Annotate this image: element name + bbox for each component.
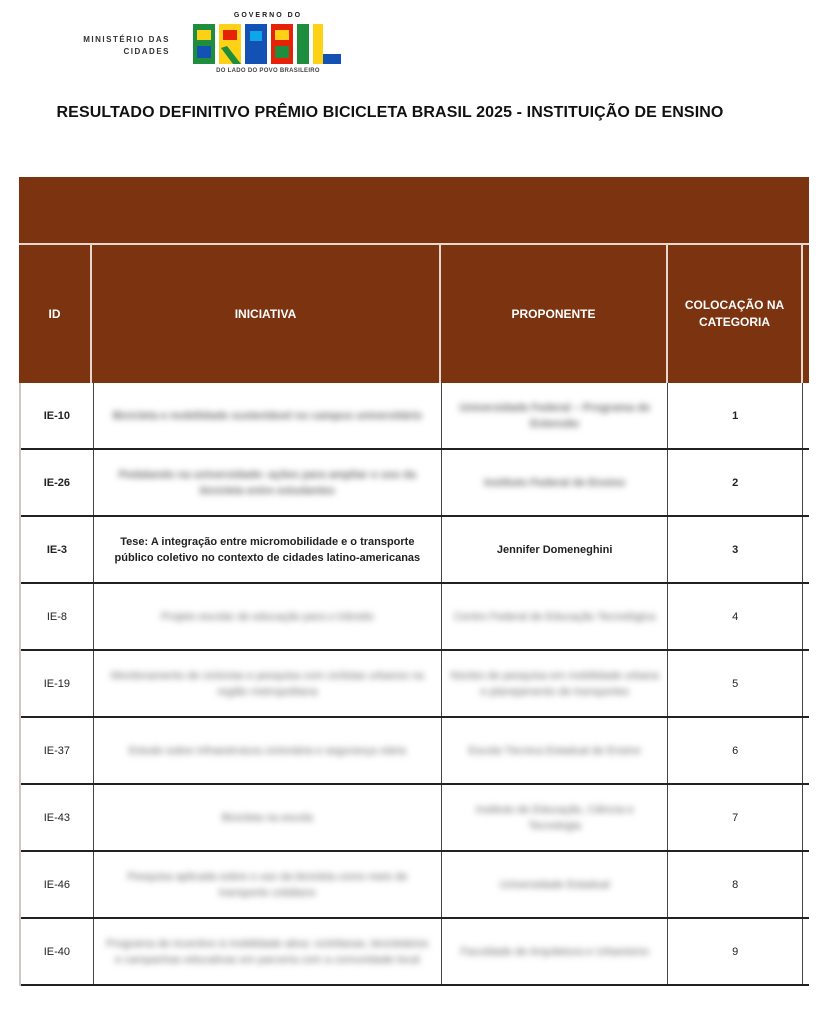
cell-extra [803,584,809,649]
cell-proponente [442,919,668,984]
cell-iniciativa [94,383,442,448]
cell-proponente-text: Universidade Estadual [499,878,610,891]
cell-proponente [442,584,668,649]
gov-slogan: DO LADO DO POVO BRASILEIRO [216,68,320,74]
cell-iniciativa-text: Pedalando na universidade: ações para ampliar o uso da bicicleta entre estudantes [118,468,416,497]
cell-iniciativa-text: Estudo sobre infraestrutura cicloviária e segurança viária [128,744,406,757]
table-row [21,383,809,450]
cell-iniciativa [94,785,442,850]
cell-iniciativa [94,718,442,783]
cell-id: IE-26 [21,450,94,515]
cell-id: IE-10 [21,383,94,448]
cell-colocacao: 8 [668,852,803,917]
page-title: RESULTADO DEFINITIVO PRÊMIO BICICLETA BRASIL 2025 - INSTITUIÇÃO DE ENSINO [56,104,724,121]
cell-proponente [442,651,668,716]
cell-proponente-text: Instituto Federal de Ensino [484,476,626,489]
cell-iniciativa [94,517,442,582]
cell-id: IE-46 [21,852,94,917]
table-header-row [19,243,809,383]
header-colocacao: COLOCAÇÃO NA CATEGORIA [668,245,803,383]
cell-proponente [442,852,668,917]
ministry-line2: CIDADES [123,47,170,56]
cell-colocacao: 5 [668,651,803,716]
cell-iniciativa [94,651,442,716]
table-row [21,651,809,718]
cell-iniciativa-text: Pesquisa aplicada sobre o uso da bicicleta como meio de transporte cotidiano [127,870,408,899]
header-proponente: PROPONENTE [441,245,668,383]
cell-colocacao: 9 [668,919,803,984]
cell-extra [803,383,809,448]
cell-colocacao: 6 [668,718,803,783]
cell-iniciativa-text: Bicicleta e mobilidade sustentável no campus universitário [112,409,423,422]
cell-extra [803,718,809,783]
cell-extra [803,450,809,515]
table-row [21,852,809,919]
table-row [21,785,809,852]
cell-colocacao: 7 [668,785,803,850]
table-row [21,919,809,986]
cell-proponente-text: Centro Federal de Educação Tecnológica [453,610,656,623]
cell-id: IE-40 [21,919,94,984]
table-body [19,383,809,986]
cell-extra [803,785,809,850]
cell-proponente-text: Faculdade de Arquitetura e Urbanismo [460,945,649,958]
table-row [21,450,809,517]
cell-proponente [442,718,668,783]
cell-iniciativa [94,852,442,917]
cell-id: IE-43 [21,785,94,850]
governo-brasil-logo [193,12,343,80]
cell-id: IE-37 [21,718,94,783]
cell-id: IE-8 [21,584,94,649]
cell-iniciativa [94,584,442,649]
cell-iniciativa [94,919,442,984]
cell-iniciativa [94,450,442,515]
cell-extra [803,517,809,582]
cell-extra [803,852,809,917]
cell-iniciativa-text: Tese: A integração entre micromobilidade e o transporte público coletivo no contexto de cidades latino-americanas [114,535,421,564]
table-row [21,584,809,651]
cell-colocacao: 4 [668,584,803,649]
cell-colocacao: 1 [668,383,803,448]
header-extra-column [803,245,809,383]
ministry-line1: MINISTÉRIO DAS [83,35,170,44]
header-iniciativa: INICIATIVA [92,245,441,383]
cell-proponente-text: Escola Técnica Estadual de Ensino [468,744,641,757]
cell-proponente [442,517,668,582]
cell-proponente-text: Núcleo de pesquisa em mobilidade urbana e planejamento de transportes [450,669,659,698]
gov-top-text: GOVERNO DO [233,12,303,19]
header-id: ID [19,245,92,383]
cell-proponente-text: Jennifer Domeneghini [496,543,613,556]
brasil-wordmark-icon [193,22,343,66]
cell-extra [803,651,809,716]
cell-proponente [442,383,668,448]
table-row [21,718,809,785]
cell-proponente [442,450,668,515]
ministry-logo [58,34,170,58]
cell-id: IE-3 [21,517,94,582]
table-top-band [19,177,809,243]
cell-proponente [442,785,668,850]
cell-colocacao: 2 [668,450,803,515]
table-row [21,517,809,584]
cell-iniciativa-text: Programa de incentivo à mobilidade ativa: ciclofaixas, bicicletários e campanhas educativas em parceria com a comunidade local [106,937,429,966]
results-table [19,177,809,986]
cell-colocacao: 3 [668,517,803,582]
cell-iniciativa-text: Projeto escolar de educação para o trânsito [160,610,374,623]
cell-iniciativa-text: Monitoramento de ciclovias e pesquisa com ciclistas urbanos na região metropolitana [110,669,424,698]
cell-proponente-text: Universidade Federal – Programa de Extensão [459,401,650,430]
header-logos [58,12,358,82]
cell-iniciativa-text: Bicicleta na escola [221,811,313,824]
cell-proponente-text: Instituto de Educação, Ciência e Tecnologia [475,803,634,832]
cell-id: IE-19 [21,651,94,716]
cell-extra [803,919,809,984]
